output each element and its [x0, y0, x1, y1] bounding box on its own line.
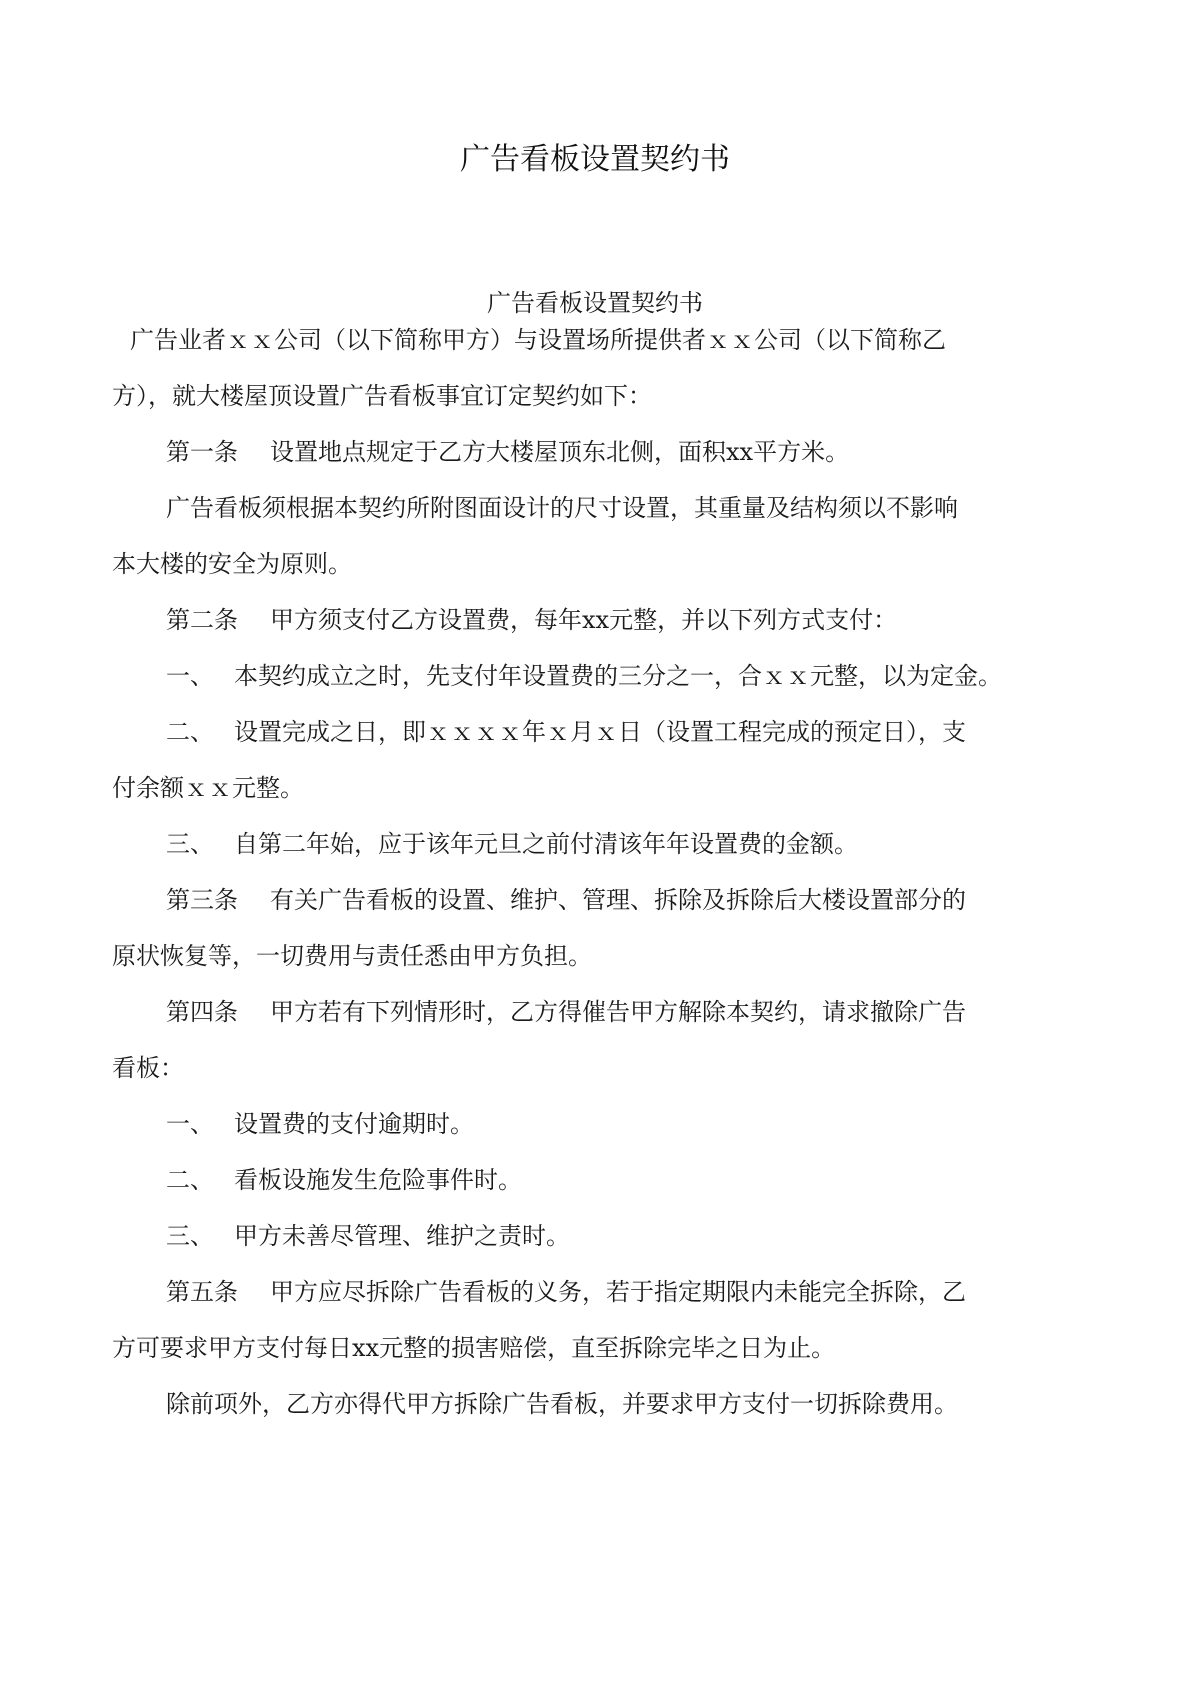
intro-line-1: 广告业者ｘｘ公司（以下简称甲方）与设置场所提供者ｘｘ公司（以下简称乙	[130, 326, 946, 354]
item-text: 设置完成之日，即ｘｘｘｘ年ｘ月ｘ日（设置工程完成的预定日），支	[234, 718, 966, 746]
article-5	[166, 1275, 966, 1309]
article-2-item-2-line-2: 付余额ｘｘ元整。	[112, 774, 304, 802]
article-1-para2-line-1: 广告看板须根据本契约所附图面设计的尺寸设置，其重量及结构须以不影响	[166, 494, 958, 522]
article-1-label: 第一条	[166, 438, 238, 466]
article-4-item-3	[166, 1219, 570, 1253]
article-2-item-1	[166, 659, 1002, 693]
item-text: 自第二年始，应于该年元旦之前付清该年年设置费的金额。	[234, 830, 858, 858]
item-number: 三、	[166, 1222, 214, 1250]
document-subtitle: 广告看板设置契约书	[487, 289, 703, 317]
article-5-line-2: 方可要求甲方支付每日xx元整的损害赔偿，直至拆除完毕之日为止。	[112, 1334, 836, 1362]
article-2-label: 第二条	[166, 606, 238, 634]
item-number: 一、	[166, 1110, 214, 1138]
article-1-text: 设置地点规定于乙方大楼屋顶东北侧，面积xx平方米。	[270, 438, 850, 466]
item-number: 一、	[166, 662, 214, 690]
article-5-label: 第五条	[166, 1278, 238, 1306]
article-4-text: 甲方若有下列情形时，乙方得催告甲方解除本契约，请求撤除广告	[270, 998, 966, 1026]
article-3-label: 第三条	[166, 886, 238, 914]
article-2-item-3	[166, 827, 858, 861]
article-4-item-1	[166, 1107, 474, 1141]
article-2-item-2	[166, 715, 966, 749]
article-5-text: 甲方应尽拆除广告看板的义务，若于指定期限内未能完全拆除，乙	[270, 1278, 966, 1306]
item-text: 看板设施发生危险事件时。	[234, 1166, 522, 1194]
article-2	[166, 603, 897, 637]
article-4-item-2	[166, 1163, 522, 1197]
item-number: 三、	[166, 830, 214, 858]
item-number: 二、	[166, 718, 214, 746]
article-3-text: 有关广告看板的设置、维护、管理、拆除及拆除后大楼设置部分的	[270, 886, 966, 914]
item-text: 设置费的支付逾期时。	[234, 1110, 474, 1138]
document-title: 广告看板设置契约书	[460, 142, 730, 177]
intro-line-2: 方），就大楼屋顶设置广告看板事宜订定契约如下：	[112, 382, 652, 410]
item-number: 二、	[166, 1166, 214, 1194]
article-4-line-2: 看板：	[112, 1054, 184, 1082]
article-3	[166, 883, 966, 917]
article-3-line-2: 原状恢复等，一切费用与责任悉由甲方负担。	[112, 942, 592, 970]
item-text: 甲方未善尽管理、维护之责时。	[234, 1222, 570, 1250]
article-2-text: 甲方须支付乙方设置费，每年xx元整，并以下列方式支付：	[270, 606, 898, 634]
article-1-para2-line-2: 本大楼的安全为原则。	[112, 550, 352, 578]
article-4-label: 第四条	[166, 998, 238, 1026]
article-5-para-2: 除前项外，乙方亦得代甲方拆除广告看板，并要求甲方支付一切拆除费用。	[166, 1390, 958, 1418]
article-1	[166, 435, 849, 469]
article-4	[166, 995, 966, 1029]
item-text: 本契约成立之时，先支付年设置费的三分之一，合ｘｘ元整，以为定金。	[234, 662, 1002, 690]
